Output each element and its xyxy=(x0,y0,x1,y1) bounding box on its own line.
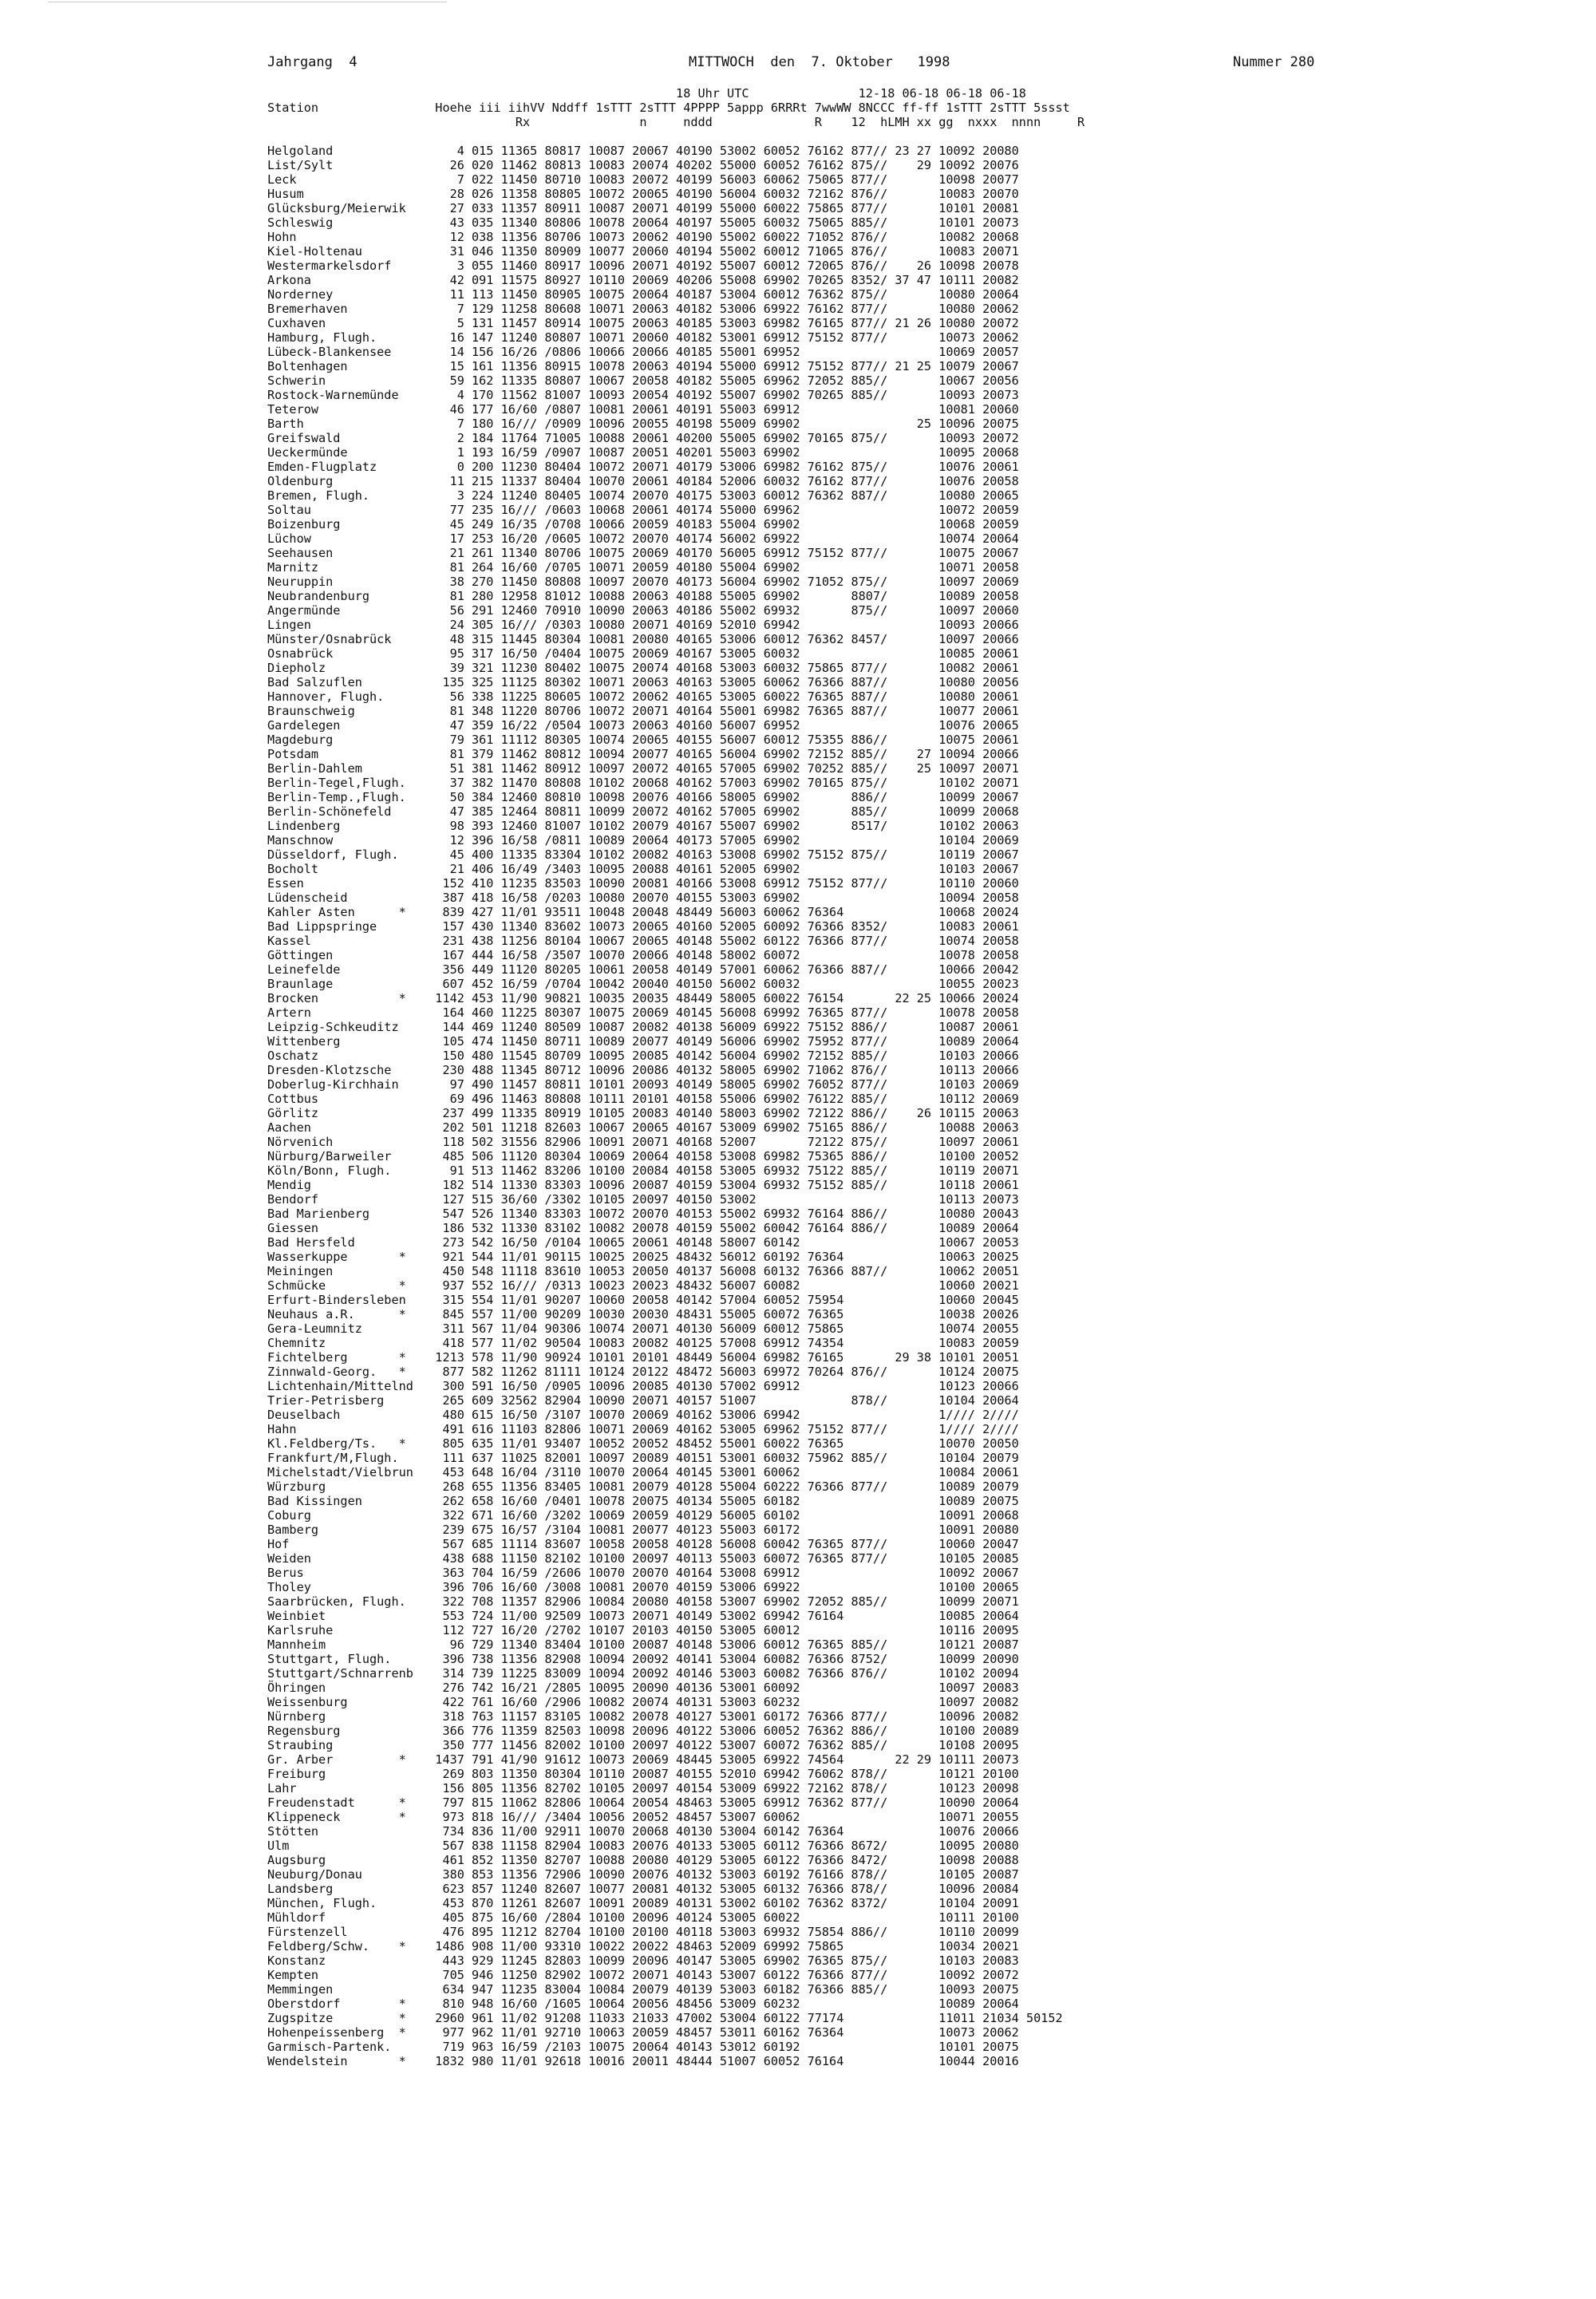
station-row: Chemnitz 418 577 11/02 90504 10083 20082 40125 57008 69912 74354 10083 20059 xyxy=(267,1336,1019,1350)
station-row: Ueckermünde 1 193 16/59 /0907 10087 20051 40201 55003 69902 10095 20068 xyxy=(267,445,1019,460)
station-row: Bad Kissingen 262 658 16/60 /0401 10078 20075 40134 55005 60182 10089 20075 xyxy=(267,1494,1019,1508)
station-row: Bendorf 127 515 36/60 /3302 10105 20097 40150 53002 10113 20073 xyxy=(267,1192,1019,1207)
station-row: Berlin-Schönefeld 47 385 12464 80811 10099 20072 40162 57005 69902 885// 10099 20068 xyxy=(267,804,1019,819)
column-header-line: Station Hoehe iii iihVV Nddff 1sTTT 2sTTT 4PPPP 5appp 6RRRt 7wwWW 8NCCC ff-ff 1sTTT 2sTTT 5ssst xyxy=(267,101,1070,115)
station-row: Straubing 350 777 11456 82002 10100 20097 40122 53007 60072 76362 885// 10108 20095 xyxy=(267,1738,1019,1752)
station-row: Leck 7 022 11450 80710 10083 20072 40199 56003 60062 75065 877// 10098 20077 xyxy=(267,172,1019,187)
station-row: Freudenstadt * 797 815 11062 82806 10064 20054 48463 53005 69912 76362 877// 10090 20064 xyxy=(267,1795,1019,1810)
station-row: Marnitz 81 264 16/60 /0705 10071 20059 40180 55004 69902 10071 20058 xyxy=(267,560,1019,575)
station-row: Augsburg 461 852 11350 82707 10088 20080 40129 53005 60122 76366 8472/ 10098 20088 xyxy=(267,1853,1019,1867)
station-row: Nürnberg 318 763 11157 83105 10082 20078 40127 53001 60172 76366 877// 10096 20082 xyxy=(267,1709,1019,1724)
station-row: Karlsruhe 112 727 16/20 /2702 10107 20103 40150 53005 60012 10116 20095 xyxy=(267,1623,1019,1637)
station-row: Schmücke * 937 552 16/// /0313 10023 20023 48432 56007 60082 10060 20021 xyxy=(267,1278,1019,1293)
station-row: Lüchow 17 253 16/20 /0605 10072 20070 40174 56002 69922 10074 20064 xyxy=(267,531,1019,546)
station-row: Lahr 156 805 11356 82702 10105 20097 40154 53009 69922 72162 878// 10123 20098 xyxy=(267,1781,1019,1795)
station-row: Neuburg/Donau 380 853 11356 72906 10090 20076 40132 53003 60192 76166 878// 10105 20087 xyxy=(267,1867,1019,1882)
station-row: Kl.Feldberg/Ts. * 805 635 11/01 93407 10052 20052 48452 55001 60022 76365 10070 20050 xyxy=(267,1436,1019,1451)
date-title: MITTWOCH den 7. Oktober 1998 xyxy=(689,54,950,70)
station-row: Wasserkuppe * 921 544 11/01 90115 10025 20025 48432 56012 60192 76364 10063 20025 xyxy=(267,1250,1019,1264)
station-row: Wittenberg 105 474 11450 80711 10089 20077 40149 56006 69902 75952 877// 10089 20064 xyxy=(267,1034,1019,1049)
station-row: Hohn 12 038 11356 80706 10073 20062 40190 55002 60022 71052 876// 10082 20068 xyxy=(267,230,1019,244)
issue-number: Nummer 280 xyxy=(1233,54,1315,70)
station-row: Saarbrücken, Flugh. 322 708 11357 82906 10084 20080 40158 53007 69902 72052 885// 10099 20071 xyxy=(267,1594,1019,1609)
station-row: Fichtelberg * 1213 578 11/90 90924 10101 20101 48449 56004 69982 76165 29 38 10101 20051 xyxy=(267,1350,1019,1365)
station-row: Bremerhaven 7 129 11258 80608 10071 20063 40182 53006 69922 76162 877// 10080 20062 xyxy=(267,302,1019,316)
station-row: Gardelegen 47 359 16/22 /0504 10073 20063 40160 56007 69952 10076 20065 xyxy=(267,718,1019,733)
station-row: Westermarkelsdorf 3 055 11460 80917 10096 20071 40192 55007 60012 72065 876// 26 10098 20078 xyxy=(267,259,1019,273)
station-row: Neuruppin 38 270 11450 80808 10097 20070 40173 56004 69902 71052 875// 10097 20069 xyxy=(267,575,1019,589)
station-row: Berus 363 704 16/59 /2606 10070 20070 40164 53008 69912 10092 20067 xyxy=(267,1566,1019,1580)
station-row: Boltenhagen 15 161 11356 80915 10078 20063 40194 55000 69912 75152 877// 21 25 10079 20067 xyxy=(267,359,1019,373)
station-row: Feldberg/Schw. * 1486 908 11/00 93310 10022 20022 48463 52009 69992 75865 10034 20021 xyxy=(267,1939,1019,1953)
station-row: Brocken * 1142 453 11/90 90821 10035 20035 48449 58005 60022 76154 22 25 10066 20024 xyxy=(267,991,1019,1005)
column-header-line: 18 Uhr UTC 12-18 06-18 06-18 06-18 xyxy=(267,86,1026,101)
station-row: Oberstdorf * 810 948 16/60 /1605 10064 20056 48456 53009 60232 10089 20064 xyxy=(267,1997,1019,2011)
station-row: Weiden 438 688 11150 82102 10100 20097 40113 55003 60072 76365 877// 10105 20085 xyxy=(267,1551,1019,1566)
station-row: Barth 7 180 16/// /0909 10096 20055 40198 55009 69902 25 10096 20075 xyxy=(267,417,1019,431)
station-row: Mannheim 96 729 11340 83404 10100 20087 40148 53006 60012 76365 885// 10121 20087 xyxy=(267,1637,1019,1652)
station-row: Teterow 46 177 16/60 /0807 10081 20061 40191 55003 69912 10081 20060 xyxy=(267,402,1019,417)
station-row: Köln/Bonn, Flugh. 91 513 11462 83206 10100 20084 40158 53005 69932 75122 885// 10119 20071 xyxy=(267,1163,1019,1178)
station-row: Bamberg 239 675 16/57 /3104 10081 20077 40123 55003 60172 10091 20080 xyxy=(267,1523,1019,1537)
station-row: Braunlage 607 452 16/59 /0704 10042 20040 40150 56002 60032 10055 20023 xyxy=(267,977,1019,991)
station-row: Münster/Osnabrück 48 315 11445 80304 10081 20080 40165 53006 60012 76362 8457/ 10097 20066 xyxy=(267,632,1019,646)
station-row: Deuselbach 480 615 16/50 /3107 10070 20069 40162 53006 69942 1//// 2//// xyxy=(267,1408,1019,1422)
station-row: Husum 28 026 11358 80805 10072 20065 40190 56004 60032 72162 876// 10083 20070 xyxy=(267,187,1019,201)
station-row: Bad Hersfeld 273 542 16/50 /0104 10065 20061 40148 58007 60142 10067 20053 xyxy=(267,1235,1019,1250)
station-row: Gr. Arber * 1437 791 41/90 91612 10073 20069 48445 53005 69922 74564 22 29 10111 20073 xyxy=(267,1752,1019,1767)
station-row: Stötten 734 836 11/00 92911 10070 20068 40130 53004 60142 76364 10076 20066 xyxy=(267,1824,1019,1839)
station-row: Coburg 322 671 16/60 /3202 10069 20059 40129 56005 60102 10091 20068 xyxy=(267,1508,1019,1523)
station-row: Helgoland 4 015 11365 80817 10087 20067 40190 53002 60052 76162 877// 23 27 10092 20080 xyxy=(267,144,1019,158)
station-row: Magdeburg 79 361 11112 80305 10074 20065 40155 56007 60012 75355 886// 10075 20061 xyxy=(267,733,1019,747)
station-row: Trier-Petrisberg 265 609 32562 82904 10090 20071 40157 51007 878// 10104 20064 xyxy=(267,1393,1019,1408)
station-row: Bad Lippspringe 157 430 11340 83602 10073 20065 40160 52005 60092 76366 8352/ 10083 20061 xyxy=(267,919,1019,934)
station-row: Neuhaus a.R. * 845 557 11/00 90209 10030 20030 48431 55005 60072 76365 10038 20026 xyxy=(267,1307,1019,1321)
station-table xyxy=(267,144,1063,2068)
station-row: Soltau 77 235 16/// /0603 10068 20061 40174 55000 69962 10072 20059 xyxy=(267,503,1019,517)
station-row: Schwerin 59 162 11335 80807 10067 20058 40182 55005 69962 72052 885// 10067 20056 xyxy=(267,373,1019,388)
station-row: Osnabrück 95 317 16/50 /0404 10075 20069 40167 53005 60032 10085 20061 xyxy=(267,646,1019,661)
station-row: Hof 567 685 11114 83607 10058 20058 40128 56008 60042 76365 877// 10060 20047 xyxy=(267,1537,1019,1551)
station-row: Diepholz 39 321 11230 80402 10075 20074 40168 53003 60032 75865 877// 10082 20061 xyxy=(267,661,1019,675)
station-row: Giessen 186 532 11330 83102 10082 20078 40159 55002 60042 76164 886// 10089 20064 xyxy=(267,1221,1019,1235)
station-row: Berlin-Tegel,Flugh. 37 382 11470 80808 10102 20068 40162 57003 69902 70165 875// 10102 20071 xyxy=(267,776,1019,790)
station-row: Norderney 11 113 11450 80905 10075 20064 40187 53004 60012 76362 875// 10080 20064 xyxy=(267,287,1019,302)
station-row: Boizenburg 45 249 16/35 /0708 10066 20059 40183 55004 69902 10068 20059 xyxy=(267,517,1019,531)
station-row: Leipzig-Schkeuditz 144 469 11240 80509 10087 20082 40138 56009 69922 75152 886// 10087 20061 xyxy=(267,1020,1019,1034)
station-row: Würzburg 268 655 11356 83405 10081 20079 40128 55004 60222 76366 877// 10089 20079 xyxy=(267,1479,1019,1494)
station-row: Bad Salzuflen 135 325 11125 80302 10071 20063 40163 53005 60062 76366 887// 10080 20056 xyxy=(267,675,1019,689)
station-row: Lichtenhain/Mittelnd 300 591 16/50 /0905 10096 20085 40130 57002 69912 10123 20066 xyxy=(267,1379,1019,1393)
station-row: Potsdam 81 379 11462 80812 10094 20077 40165 56004 69902 72152 885// 27 10094 20066 xyxy=(267,747,1019,761)
station-row: Glücksburg/Meierwik 27 033 11357 80911 10087 20071 40199 55000 60022 75865 877// 10101 20081 xyxy=(267,201,1019,215)
station-row: Bocholt 21 406 16/49 /3403 10095 20088 40161 52005 69902 10103 20067 xyxy=(267,862,1019,876)
station-row: Greifswald 2 184 11764 71005 10088 20061 40200 55005 69902 70165 875// 10093 20072 xyxy=(267,431,1019,445)
station-row: Frankfurt/M,Flugh. 111 637 11025 82001 10097 20089 40151 53001 60032 75962 885// 10104 20079 xyxy=(267,1451,1019,1465)
station-row: Emden-Flugplatz 0 200 11230 80404 10072 20071 40179 53006 69982 76162 875// 10076 20061 xyxy=(267,460,1019,474)
station-row: Weissenburg 422 761 16/60 /2906 10082 20074 40131 53003 60232 10097 20082 xyxy=(267,1695,1019,1709)
station-row: Lübeck-Blankensee 14 156 16/26 /0806 10066 20066 40185 55001 69952 10069 20057 xyxy=(267,345,1019,359)
station-row: Ulm 567 838 11158 82904 10083 20076 40133 53005 60112 76366 8672/ 10095 20080 xyxy=(267,1839,1019,1853)
station-row: Hamburg, Flugh. 16 147 11240 80807 10071 20060 40182 53001 69912 75152 877// 10073 20062 xyxy=(267,330,1019,345)
station-row: Mühldorf 405 875 16/60 /2804 10100 20096 40124 53005 60022 10111 20100 xyxy=(267,1910,1019,1925)
station-row: Oldenburg 11 215 11337 80404 10070 20061 40184 52006 60032 76162 877// 10076 20058 xyxy=(267,474,1019,488)
station-row: Aachen 202 501 11218 82603 10067 20065 40167 53009 69902 75165 886// 10088 20063 xyxy=(267,1120,1019,1135)
station-row: Lindenberg 98 393 12460 81007 10102 20079 40167 55007 69902 8517/ 10102 20063 xyxy=(267,819,1019,833)
station-row: Doberlug-Kirchhain 97 490 11457 80811 10101 20093 40149 58005 69902 76052 877// 10103 20069 xyxy=(267,1077,1019,1092)
station-row: Regensburg 366 776 11359 82503 10098 20096 40122 53006 60052 76362 886// 10100 20089 xyxy=(267,1724,1019,1738)
station-row: Berlin-Dahlem 51 381 11462 80912 10097 20072 40165 57005 69902 70252 885// 25 10097 20071 xyxy=(267,761,1019,776)
station-row: List/Sylt 26 020 11462 80813 10083 20074 40202 55000 60052 76162 875// 29 10092 20076 xyxy=(267,158,1019,172)
station-row: Angermünde 56 291 12460 70910 10090 20063 40186 55002 69932 875// 10097 20060 xyxy=(267,603,1019,618)
station-row: Rostock-Warnemünde 4 170 11562 81007 10093 20054 40192 55007 69902 70265 885// 10093 20073 xyxy=(267,388,1019,402)
station-row: Klippeneck * 973 818 16/// /3404 10056 20052 48457 53007 60062 10071 20055 xyxy=(267,1810,1019,1824)
station-row: Hannover, Flugh. 56 338 11225 80605 10072 20062 40165 53005 60022 76365 887// 10080 20061 xyxy=(267,689,1019,704)
column-header-line: Rx n nddd R 12 hLMH xx gg nxxx nnnn R xyxy=(267,115,1085,129)
station-row: Schleswig 43 035 11340 80806 10078 20064 40197 55005 60032 75065 885// 10101 20073 xyxy=(267,215,1019,230)
station-row: Zinnwald-Georg. * 877 582 11262 81111 10124 20122 48472 56003 69972 70264 876// 10124 20075 xyxy=(267,1365,1019,1379)
station-row: Neubrandenburg 81 280 12958 81012 10088 20063 40188 55005 69902 8807/ 10089 20058 xyxy=(267,589,1019,603)
station-row: Stuttgart, Flugh. 396 738 11356 82908 10094 20092 40141 53004 60082 76366 8752/ 10099 20090 xyxy=(267,1652,1019,1666)
station-row: Arkona 42 091 11575 80927 10110 20069 40206 55008 69902 70265 8352/ 37 47 10111 20082 xyxy=(267,273,1019,287)
volume-label: Jahrgang 4 xyxy=(267,54,358,70)
station-row: Memmingen 634 947 11235 83004 10084 20079 40139 53003 60182 76366 885// 10093 20075 xyxy=(267,1982,1019,1997)
station-row: Tholey 396 706 16/60 /3008 10081 20070 40159 53006 69922 10100 20065 xyxy=(267,1580,1019,1594)
station-row: Mendig 182 514 11330 83303 10096 20087 40159 53004 69932 75152 885// 10118 20061 xyxy=(267,1178,1019,1192)
station-row: Bad Marienberg 547 526 11340 83303 10072 20070 40153 55002 69932 76164 886// 10080 20043 xyxy=(267,1207,1019,1221)
station-row: Kiel-Holtenau 31 046 11350 80909 10077 20060 40194 55002 60012 71065 876// 10083 20071 xyxy=(267,244,1019,259)
station-row: Seehausen 21 261 11340 80706 10075 20069 40170 56005 69912 75152 877// 10075 20067 xyxy=(267,546,1019,560)
station-row: Hohenpeissenberg * 977 962 11/01 92710 10063 20059 48457 53011 60162 76364 10073 20062 xyxy=(267,2025,1019,2040)
station-row: Michelstadt/Vielbrun 453 648 16/04 /3110 10070 20064 40145 53001 60062 10084 20061 xyxy=(267,1465,1019,1479)
station-row: Fürstenzell 476 895 11212 82704 10100 20100 40118 53003 69932 75854 886// 10110 20099 xyxy=(267,1925,1019,1939)
station-row: Freiburg 269 803 11350 80304 10110 20087 40155 52010 69942 76062 878// 10121 20100 xyxy=(267,1767,1019,1781)
station-row: Nürburg/Barweiler 485 506 11120 80304 10069 20064 40158 53008 69982 75365 886// 10100 20052 xyxy=(267,1149,1019,1163)
station-row: Kempten 705 946 11250 82902 10072 20071 40143 53007 60122 76366 877// 10092 20072 xyxy=(267,1968,1019,1982)
station-row: Göttingen 167 444 16/58 /3507 10070 20066 40148 58002 60072 10078 20058 xyxy=(267,948,1019,962)
station-row: Gera-Leumnitz 311 567 11/04 90306 10074 20071 40130 56009 60012 75865 10074 20055 xyxy=(267,1321,1019,1336)
station-row: München, Flugh. 453 870 11261 82607 10091 20089 40131 53002 60102 76362 8372/ 10104 20091 xyxy=(267,1896,1019,1910)
station-row: Kahler Asten * 839 427 11/01 93511 10048 20048 48449 56003 60062 76364 10068 20024 xyxy=(267,905,1019,919)
station-row: Erfurt-Bindersleben 315 554 11/01 90207 10060 20058 40142 57004 60052 75954 10060 20045 xyxy=(267,1293,1019,1307)
station-row: Hahn 491 616 11103 82806 10071 20069 40162 53005 69962 75152 877// 1//// 2//// xyxy=(267,1422,1019,1436)
station-row: Zugspitze * 2960 961 11/02 91208 11033 21033 47002 53004 60122 77174 11011 21034 50152 xyxy=(267,2011,1063,2025)
station-row: Weinbiet 553 724 11/00 92509 10073 20071 40149 53002 69942 76164 10085 20064 xyxy=(267,1609,1019,1623)
station-row: Dresden-Klotzsche 230 488 11345 80712 10096 20086 40132 58005 69902 71062 876// 10113 20066 xyxy=(267,1063,1019,1077)
station-row: Cuxhaven 5 131 11457 80914 10075 20063 40185 53003 69982 76165 877// 21 26 10080 20072 xyxy=(267,316,1019,330)
station-row: Bremen, Flugh. 3 224 11240 80405 10074 20070 40175 53003 60012 76362 887// 10080 20065 xyxy=(267,488,1019,503)
station-row: Cottbus 69 496 11463 80808 10111 20101 40158 55006 69902 76122 885// 10112 20069 xyxy=(267,1092,1019,1106)
station-row: Lingen 24 305 16/// /0303 10080 20071 40169 52010 69942 10093 20066 xyxy=(267,618,1019,632)
station-row: Leinefelde 356 449 11120 80205 10061 20058 40149 57001 60062 76366 887// 10066 20042 xyxy=(267,962,1019,977)
station-row: Meiningen 450 548 11118 83610 10053 20050 40137 56008 60132 76366 887// 10062 20051 xyxy=(267,1264,1019,1278)
station-row: Artern 164 460 11225 80307 10075 20069 40145 56008 69992 76365 877// 10078 20058 xyxy=(267,1005,1019,1020)
station-row: Garmisch-Partenk. 719 963 16/59 /2103 10075 20064 40143 53012 60192 10101 20075 xyxy=(267,2040,1019,2054)
station-row: Görlitz 237 499 11335 80919 10105 20083 40140 58003 69902 72122 886// 26 10115 20063 xyxy=(267,1106,1019,1120)
station-row: Berlin-Temp.,Flugh. 50 384 12460 80810 10098 20076 40166 58005 69902 886// 10099 20067 xyxy=(267,790,1019,804)
station-row: Nörvenich 118 502 31556 82906 10091 20071 40168 52007 72122 875// 10097 20061 xyxy=(267,1135,1019,1149)
station-row: Braunschweig 81 348 11220 80706 10072 20071 40164 55001 69982 76365 887// 10077 20061 xyxy=(267,704,1019,718)
station-row: Konstanz 443 929 11245 82803 10099 20096 40147 53005 69902 76365 875// 10103 20083 xyxy=(267,1953,1019,1968)
station-row: Kassel 231 438 11256 80104 10067 20065 40148 55002 60122 76366 877// 10074 20058 xyxy=(267,934,1019,948)
station-row: Essen 152 410 11235 83503 10090 20081 40166 53008 69912 75152 877// 10110 20060 xyxy=(267,876,1019,891)
column-header xyxy=(267,86,1084,129)
station-row: Stuttgart/Schnarrenb 314 739 11225 83009 10094 20092 40146 53003 60082 76366 876// 10102 20094 xyxy=(267,1666,1019,1681)
station-row: Wendelstein * 1832 980 11/01 92618 10016 20011 48444 51007 60052 76164 10044 20016 xyxy=(267,2054,1019,2068)
station-row: Öhringen 276 742 16/21 /2805 10095 20090 40136 53001 60092 10097 20083 xyxy=(267,1681,1019,1695)
station-row: Manschnow 12 396 16/58 /0811 10089 20064 40173 57005 69902 10104 20069 xyxy=(267,833,1019,847)
station-row: Düsseldorf, Flugh. 45 400 11335 83304 10102 20082 40163 53008 69902 75152 875// 10119 20067 xyxy=(267,847,1019,862)
station-row: Lüdenscheid 387 418 16/58 /0203 10080 20070 40155 53003 69902 10094 20058 xyxy=(267,891,1019,905)
station-row: Landsberg 623 857 11240 82607 10077 20081 40132 53005 60132 76366 878// 10096 20084 xyxy=(267,1882,1019,1896)
station-row: Oschatz 150 480 11545 80709 10095 20085 40142 56004 69902 72152 885// 10103 20066 xyxy=(267,1049,1019,1063)
